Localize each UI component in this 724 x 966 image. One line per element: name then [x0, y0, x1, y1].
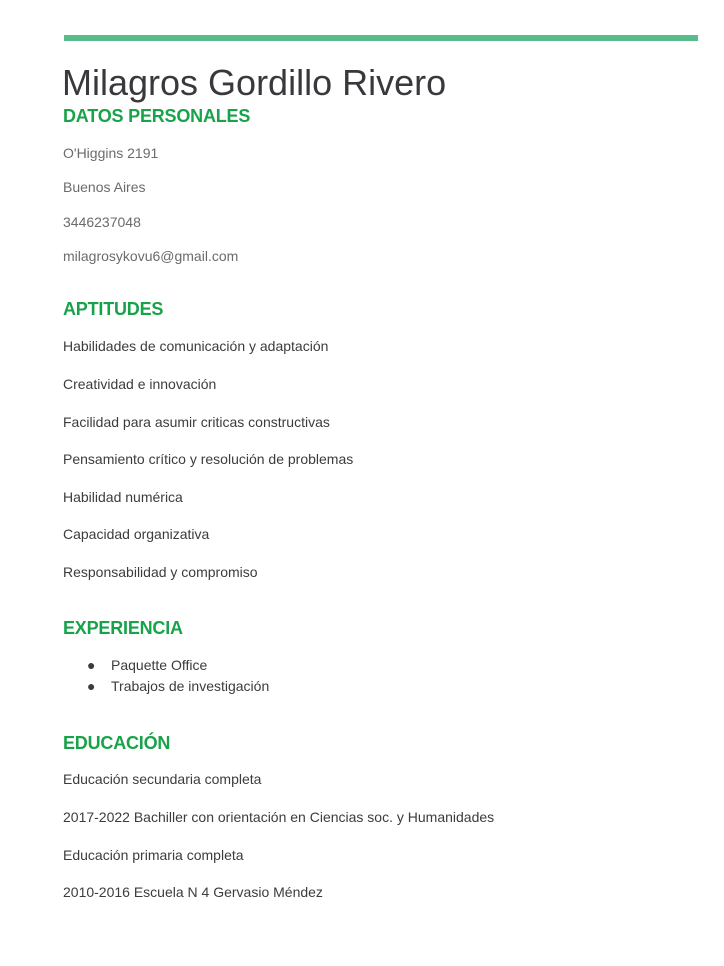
education-item: Educación secundaria completa [63, 771, 262, 787]
experience-item-label: Trabajos de investigación [111, 678, 270, 694]
heading-experience: EXPERIENCIA [63, 618, 183, 638]
education-item: Educación primaria completa [63, 847, 244, 863]
experience-item-label: Paquette Office [111, 657, 208, 673]
resume-name: Milagros Gordillo Rivero [62, 62, 447, 103]
accent-bar [64, 35, 698, 41]
heading-education: EDUCACIÓN [63, 733, 171, 753]
bullet-icon: ● [87, 657, 96, 673]
skill-item: Responsabilidad y compromiso [63, 564, 258, 580]
heading-skills: APTITUDES [63, 299, 164, 319]
skill-item: Facilidad para asumir criticas constructivas [63, 414, 330, 430]
skill-item: Habilidad numérica [63, 489, 183, 505]
phone-line: 3446237048 [63, 214, 141, 230]
city-line: Buenos Aires [63, 179, 146, 195]
skill-item: Capacidad organizativa [63, 526, 210, 542]
skill-item: Habilidades de comunicación y adaptación [63, 338, 329, 354]
skill-item: Pensamiento crítico y resolución de problemas [63, 451, 354, 467]
experience-item [87, 656, 207, 674]
skill-item: Creatividad e innovación [63, 376, 217, 392]
email-line: milagrosykovu6@gmail.com [63, 248, 239, 264]
bullet-icon: ● [87, 678, 96, 694]
experience-item [87, 677, 269, 695]
heading-personal-data: DATOS PERSONALES [63, 106, 251, 126]
education-item: 2010-2016 Escuela N 4 Gervasio Méndez [63, 884, 323, 900]
education-item: 2017-2022 Bachiller con orientación en Ciencias soc. y Humanidades [63, 809, 495, 825]
address-line: O'Higgins 2191 [63, 145, 159, 161]
